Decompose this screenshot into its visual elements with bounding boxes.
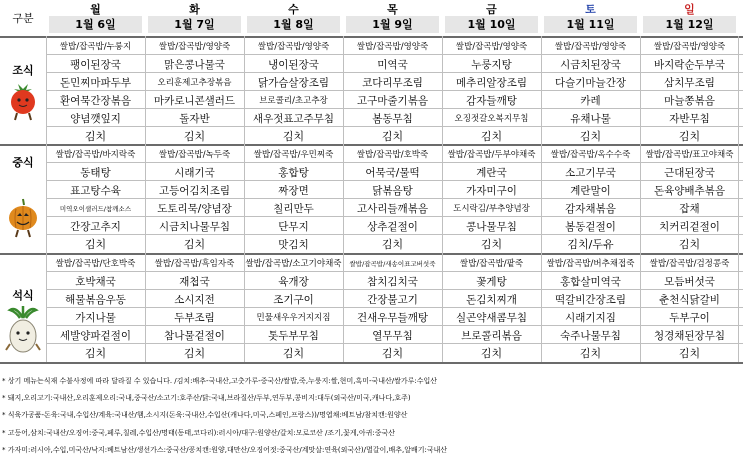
menu-item: 쌀밥/잡곡밥/흑임자죽 — [154, 259, 235, 269]
menu-item: 쌀밥/잡곡밥/호박죽 — [356, 150, 429, 160]
note-line: * 고등어,삼치:국내산/오징어:중국,페루,칠레,수입산/명태(동태,코다리):러시아/대구:원양산/갈치:모로코산 /조기,꽃게,아귀:중국산 — [2, 429, 396, 437]
menu-item: 김치 — [84, 130, 107, 143]
menu-item: 쌀밥/잡곡밥/영양죽 — [653, 42, 726, 52]
menu-item: 쌀밥/잡곡밥/영양죽 — [257, 42, 330, 52]
radish-mascot-icon — [4, 304, 42, 358]
meal-label-dinner: 석식 — [12, 289, 34, 302]
menu-item: 쌀밥/잡곡밥/단호박죽 — [55, 259, 136, 269]
menu-item: 돈김치찌개 — [466, 293, 517, 306]
day-name: 수 — [288, 3, 299, 16]
menu-item: 시금치나물무침 — [158, 220, 230, 233]
menu-item: 새우젓표고주무침 — [252, 112, 335, 125]
menu-item: 양념깻잎지 — [70, 112, 121, 125]
menu-item: 카레 — [580, 94, 601, 107]
menu-item: 김치 — [282, 130, 305, 143]
menu-item: 닭가슴살장조림 — [257, 76, 329, 89]
menu-item: 실곤약새콤무침 — [455, 311, 527, 324]
menu-item: 김치 — [480, 130, 503, 143]
menu-item: 짜장면 — [278, 184, 309, 197]
menu-item: 시래기지짐 — [565, 311, 616, 324]
menu-item: 맛김치 — [278, 238, 309, 251]
menu-item: 쌀밥/잡곡밥/영양죽 — [356, 42, 429, 52]
menu-item: 쌀밥/잡곡밥/누룽지 — [59, 42, 132, 52]
menu-item: 두부구이 — [669, 311, 710, 324]
menu-item: 김치 — [678, 347, 701, 360]
menu-item: 열무무침 — [372, 329, 413, 342]
menu-item: 고등어김치조림 — [158, 184, 230, 197]
day-header-mon — [46, 0, 145, 36]
menu-item: 표고탕수육 — [70, 184, 121, 197]
menu-item: 미역오이샐러드/참깨소스 — [59, 204, 132, 213]
day-name: 일 — [684, 3, 695, 16]
menu-item: 톳두부무침 — [268, 329, 319, 342]
menu-item: 쌀밥/잡곡밥/영양죽 — [554, 42, 627, 52]
menu-item: 누룽지탕 — [471, 58, 512, 71]
menu-item: 김치 — [579, 130, 602, 143]
menu-header — [0, 0, 743, 36]
menu-item: 오징젓갈오복지무침 — [454, 114, 529, 124]
menu-item: 잡채 — [679, 202, 700, 215]
menu-item: 돈민찌마파두부 — [59, 76, 131, 89]
menu-item: 시금치된장국 — [560, 58, 621, 71]
menu-item: 조기구이 — [273, 293, 314, 306]
day-header-tue — [145, 0, 244, 36]
menu-item: 미역국 — [377, 58, 408, 71]
day-header-wed — [244, 0, 343, 36]
menu-item: 숙주나물무침 — [560, 329, 621, 342]
day-header-fri — [442, 0, 541, 36]
menu-item: 다슬기마늘간장 — [554, 76, 626, 89]
menu-item: 쌀밥/잡곡밥/검정콩죽 — [649, 259, 730, 269]
menu-item: 돈육양배추볶음 — [653, 184, 725, 197]
menu-item: 김치 — [183, 130, 206, 143]
menu-item: 참치김치국 — [367, 275, 418, 288]
menu-item: 김치 — [183, 238, 206, 251]
menu-item: 쌀밥/잡곡밥/소고기야채죽 — [245, 259, 342, 269]
meal-label-breakfast: 조식 — [12, 64, 34, 77]
menu-item: 근대된장국 — [664, 166, 715, 179]
menu-item: 바지락순두부국 — [653, 58, 725, 71]
menu-item: 김치 — [480, 347, 503, 360]
day-date: 1월 6일 — [49, 16, 142, 33]
menu-item: 콩나물무침 — [466, 220, 517, 233]
menu-item: 김치 — [381, 238, 404, 251]
header-gubun: 구분 — [12, 12, 34, 25]
menu-item: 간장고추지 — [70, 220, 121, 233]
menu-item: 김치 — [183, 347, 206, 360]
menu-item: 김치 — [480, 238, 503, 251]
day-name: 화 — [189, 3, 200, 16]
menu-item: 홍합살미역국 — [560, 275, 621, 288]
day-date: 1월 10일 — [445, 16, 538, 33]
menu-item: 세발양파겉절이 — [59, 329, 131, 342]
menu-item: 계란말이 — [570, 184, 611, 197]
menu-item: 고사리들깨볶음 — [356, 202, 428, 215]
menu-item: 상추겉절이 — [367, 220, 418, 233]
pumpkin-mascot-icon — [6, 196, 40, 238]
menu-item: 김치 — [381, 130, 404, 143]
menu-item: 모듬버섯국 — [664, 275, 715, 288]
menu-item: 청경채된장무침 — [653, 329, 725, 342]
menu-item: 홍합탕 — [278, 166, 309, 179]
menu-item: 돌자반 — [179, 112, 210, 125]
menu-item: 고구마줄기볶음 — [356, 94, 428, 107]
menu-item: 감자채볶음 — [565, 202, 616, 215]
day-header-sat — [541, 0, 640, 36]
menu-item: 삼치무조림 — [664, 76, 715, 89]
day-name: 금 — [486, 3, 497, 16]
menu-item: 칠리만두 — [273, 202, 314, 215]
day-name: 토 — [585, 3, 596, 16]
menu-item: 어묵국/물떡 — [365, 166, 420, 179]
day-date: 1월 11일 — [544, 16, 637, 33]
menu-item: 단무지 — [278, 220, 309, 233]
menu-item: 메추리알장조림 — [455, 76, 527, 89]
meal-label-lunch: 중식 — [12, 156, 34, 169]
note-line: * 돼지,오리고기:국내산,오리훈제오리:국내,중국산/소고기:호주산/닭:국내,브라질산/두부,연두부,콩비지:대두(외국산/미국,캐나다,호주) — [2, 394, 411, 402]
menu-item: 떡갈비간장조림 — [554, 293, 626, 306]
menu-item: 김치 — [282, 347, 305, 360]
menu-item: 쌀밥/잡곡밥/팥죽 — [459, 259, 524, 269]
menu-item: 마늘쫑볶음 — [664, 94, 715, 107]
menu-item: 봄동겉절이 — [565, 220, 616, 233]
menu-item: 김치 — [84, 238, 107, 251]
tomato-mascot-icon — [6, 80, 40, 122]
menu-item: 김치 — [678, 130, 701, 143]
menu-item: 봄동무침 — [372, 112, 413, 125]
day-date: 1월 7일 — [148, 16, 241, 33]
menu-item: 두부조림 — [174, 311, 215, 324]
day-header-sun — [640, 0, 739, 36]
menu-item: 브로콜리/초고추장 — [259, 96, 328, 106]
menu-item: 가지나물 — [75, 311, 116, 324]
menu-item: 감자들깨탕 — [466, 94, 517, 107]
menu-item: 가자미구이 — [466, 184, 517, 197]
menu-item: 민물새우우거지지짐 — [256, 313, 331, 323]
menu-item: 쌀밥/잡곡밥/표고야채죽 — [645, 150, 734, 160]
menu-item: 김치 — [84, 347, 107, 360]
menu-item: 유채나물 — [570, 112, 611, 125]
menu-item: 브로콜리볶음 — [461, 329, 522, 342]
note-line: * 식육가공품-돈육:국내,수입산/계육:국내산/햄,소시지(돈육:국내산,수입산(캐나다,미국,스페인,프랑스))/명엽채:베트남/참치캔:원양산 — [2, 411, 408, 419]
day-name: 목 — [387, 3, 398, 16]
menu-item: 소시지전 — [174, 293, 215, 306]
menu-item: 춘천식닭갈비 — [659, 293, 720, 306]
menu-item: 쌀밥/잡곡밥/영양죽 — [455, 42, 528, 52]
menu-item: 쌀밥/잡곡밥/새송이표고버섯죽 — [349, 259, 436, 268]
menu-item: 김치/두유 — [567, 238, 614, 251]
menu-item: 재첩국 — [179, 275, 210, 288]
menu-item: 호박채국 — [75, 275, 116, 288]
day-name: 월 — [90, 3, 101, 16]
menu-item: 냉이된장국 — [268, 58, 319, 71]
menu-item: 쌀밥/잡곡밥/우민찌죽 — [253, 150, 334, 160]
day-date: 1월 8일 — [247, 16, 340, 33]
menu-item: 환여묵간장볶음 — [59, 94, 131, 107]
menu-item: 코다리무조림 — [362, 76, 423, 89]
menu-item: 동태탕 — [80, 166, 111, 179]
menu-item: 도시락김/부추양념장 — [453, 204, 530, 214]
menu-item: 도토리묵/양념장 — [157, 202, 232, 215]
menu-item: 쌀밥/잡곡밥/녹두죽 — [158, 150, 231, 160]
menu-item: 치커리겉절이 — [659, 220, 720, 233]
day-header-thu — [343, 0, 442, 36]
menu-item: 간장불고기 — [367, 293, 418, 306]
menu-item: 자반무침 — [669, 112, 710, 125]
menu-item: 쌀밥/잡곡밥/옥수수죽 — [550, 150, 631, 160]
note-line: * 상기 메뉴는식재 수불사정에 따라 달라질 수 있습니다. /김치:배추-국내산,고춧가루-중국산/쌀밥,죽,누룽지:쌀,현미,흑미-국내산/쌀가루:수입산 — [2, 377, 438, 385]
note-line: * 가자미:러시아,수입,미국산/낙지:베트남산/생선가스:중국산/꽁치캔:원양,대만산/오징어젓:중국산/계맛살:연육(외국산)/멸갈이,배추,알배기:국내산 — [2, 446, 448, 454]
menu-item: 오리훈제고추장볶음 — [157, 78, 232, 88]
menu-item: 김치 — [678, 238, 701, 251]
menu-item: 팽이된장국 — [70, 58, 121, 71]
grid-line — [0, 362, 743, 364]
menu-item: 계란국 — [476, 166, 507, 179]
day-date: 1월 12일 — [643, 16, 736, 33]
menu-item: 마카로니콘샐러드 — [153, 94, 236, 107]
menu-item: 맑은콩나물국 — [164, 58, 225, 71]
menu-item: 육개장 — [278, 275, 309, 288]
menu-item: 김치 — [579, 347, 602, 360]
menu-item: 참나물겉절이 — [164, 329, 225, 342]
menu-item: 닭볶음탕 — [372, 184, 413, 197]
day-date: 1월 9일 — [346, 16, 439, 33]
menu-item: 쌀밥/잡곡밥/버추채접죽 — [546, 259, 635, 269]
menu-item: 꽃게탕 — [476, 275, 507, 288]
menu-item: 소고기무국 — [565, 166, 616, 179]
menu-item: 쌀밥/잡곡밥/영양죽 — [158, 42, 231, 52]
menu-item: 건새우무들깨탕 — [356, 311, 428, 324]
menu-item: 시래기국 — [174, 166, 215, 179]
menu-item: 쌀밥/잡곡밥/바지락죽 — [55, 150, 136, 160]
menu-item: 쌀밥/잡곡밥/두부야채죽 — [447, 150, 536, 160]
menu-item: 해물볶음우동 — [65, 293, 126, 306]
menu-item: 김치 — [381, 347, 404, 360]
